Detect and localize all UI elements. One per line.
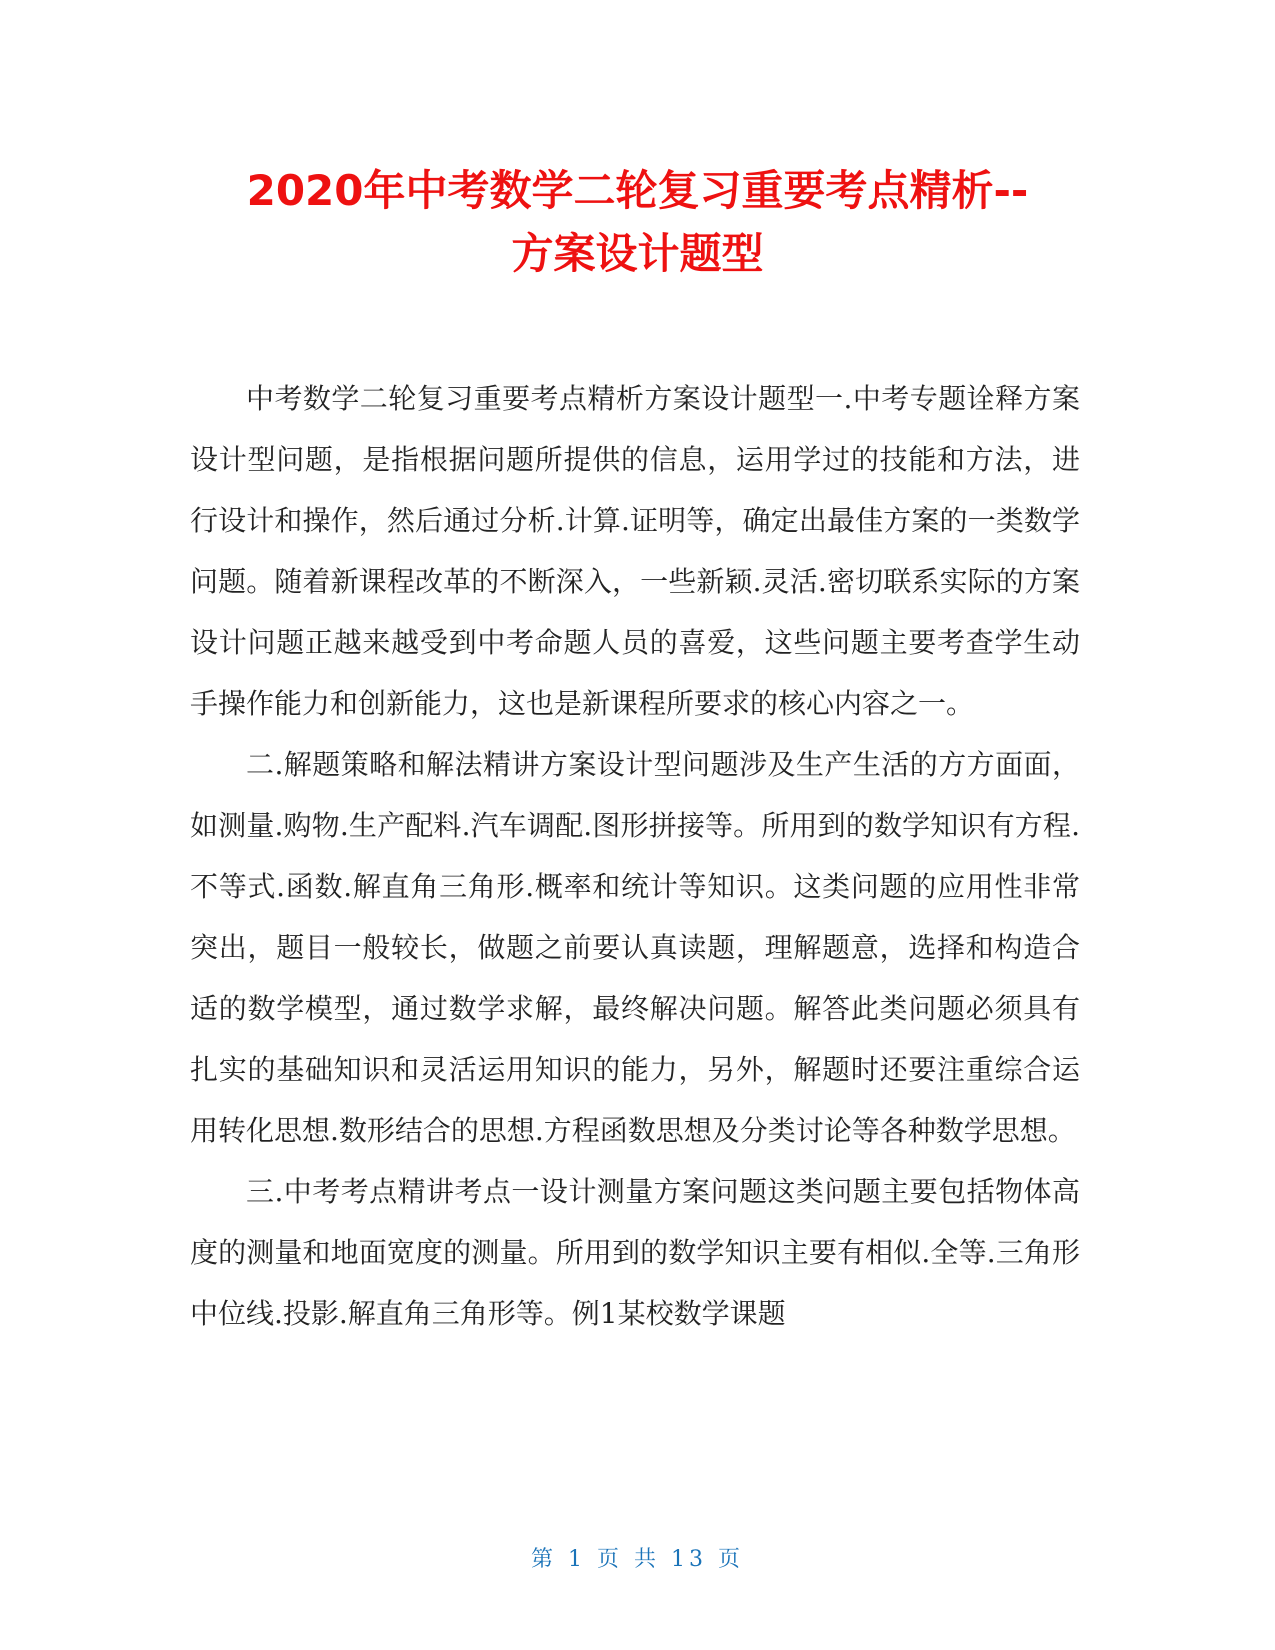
paragraph-1: 中考数学二轮复习重要考点精析方案设计题型一.中考专题诠释方案设计型问题，是指根据问题所提供的信息，运用学过的技能和方法，进行设计和操作，然后通过分析.计算.证明等，确定出最佳方案的一类数学问题。随着新课程改革的不断深入，一些新颖.灵活.密切联系实际的方案设计问题正越来越受到中考命题人员的喜爱，这些问题主要考查学生动手操作能力和创新能力，这也是新课程所要求的核心内容之一。 (190, 382, 1080, 720)
paragraph-3: 三.中考考点精讲考点一设计测量方案问题这类问题主要包括物体高度的测量和地面宽度的测量。所用到的数学知识主要有相似.全等.三角形中位线.投影.解直角三角形等。例1某校数学课题 (190, 1175, 1080, 1330)
paragraph-2: 二.解题策略和解法精讲方案设计型问题涉及生产生活的方方面面，如测量.购物.生产配料.汽车调配.图形拼接等。所用到的数学知识有方程.不等式.函数.解直角三角形.概率和统计等知识。这类问题的应用性非常突出，题目一般较长，做题之前要认真读题，理解题意，选择和构造合适的数学模型，通过数学求解，最终解决问题。解答此类问题必须具有扎实的基础知识和灵活运用知识的能力，另外，解题时还要注重综合运用转化思想.数形结合的思想.方程函数思想及分类讨论等各种数学思想。 (190, 748, 1080, 1147)
document-title-line-1: 2020年中考数学二轮复习重要考点精析-- (246, 166, 1029, 215)
page-number-footer: 第 1 页 共 13 页 (531, 1547, 744, 1572)
document-title-line-2: 方案设计题型 (511, 229, 764, 278)
document-body (190, 368, 1080, 1344)
